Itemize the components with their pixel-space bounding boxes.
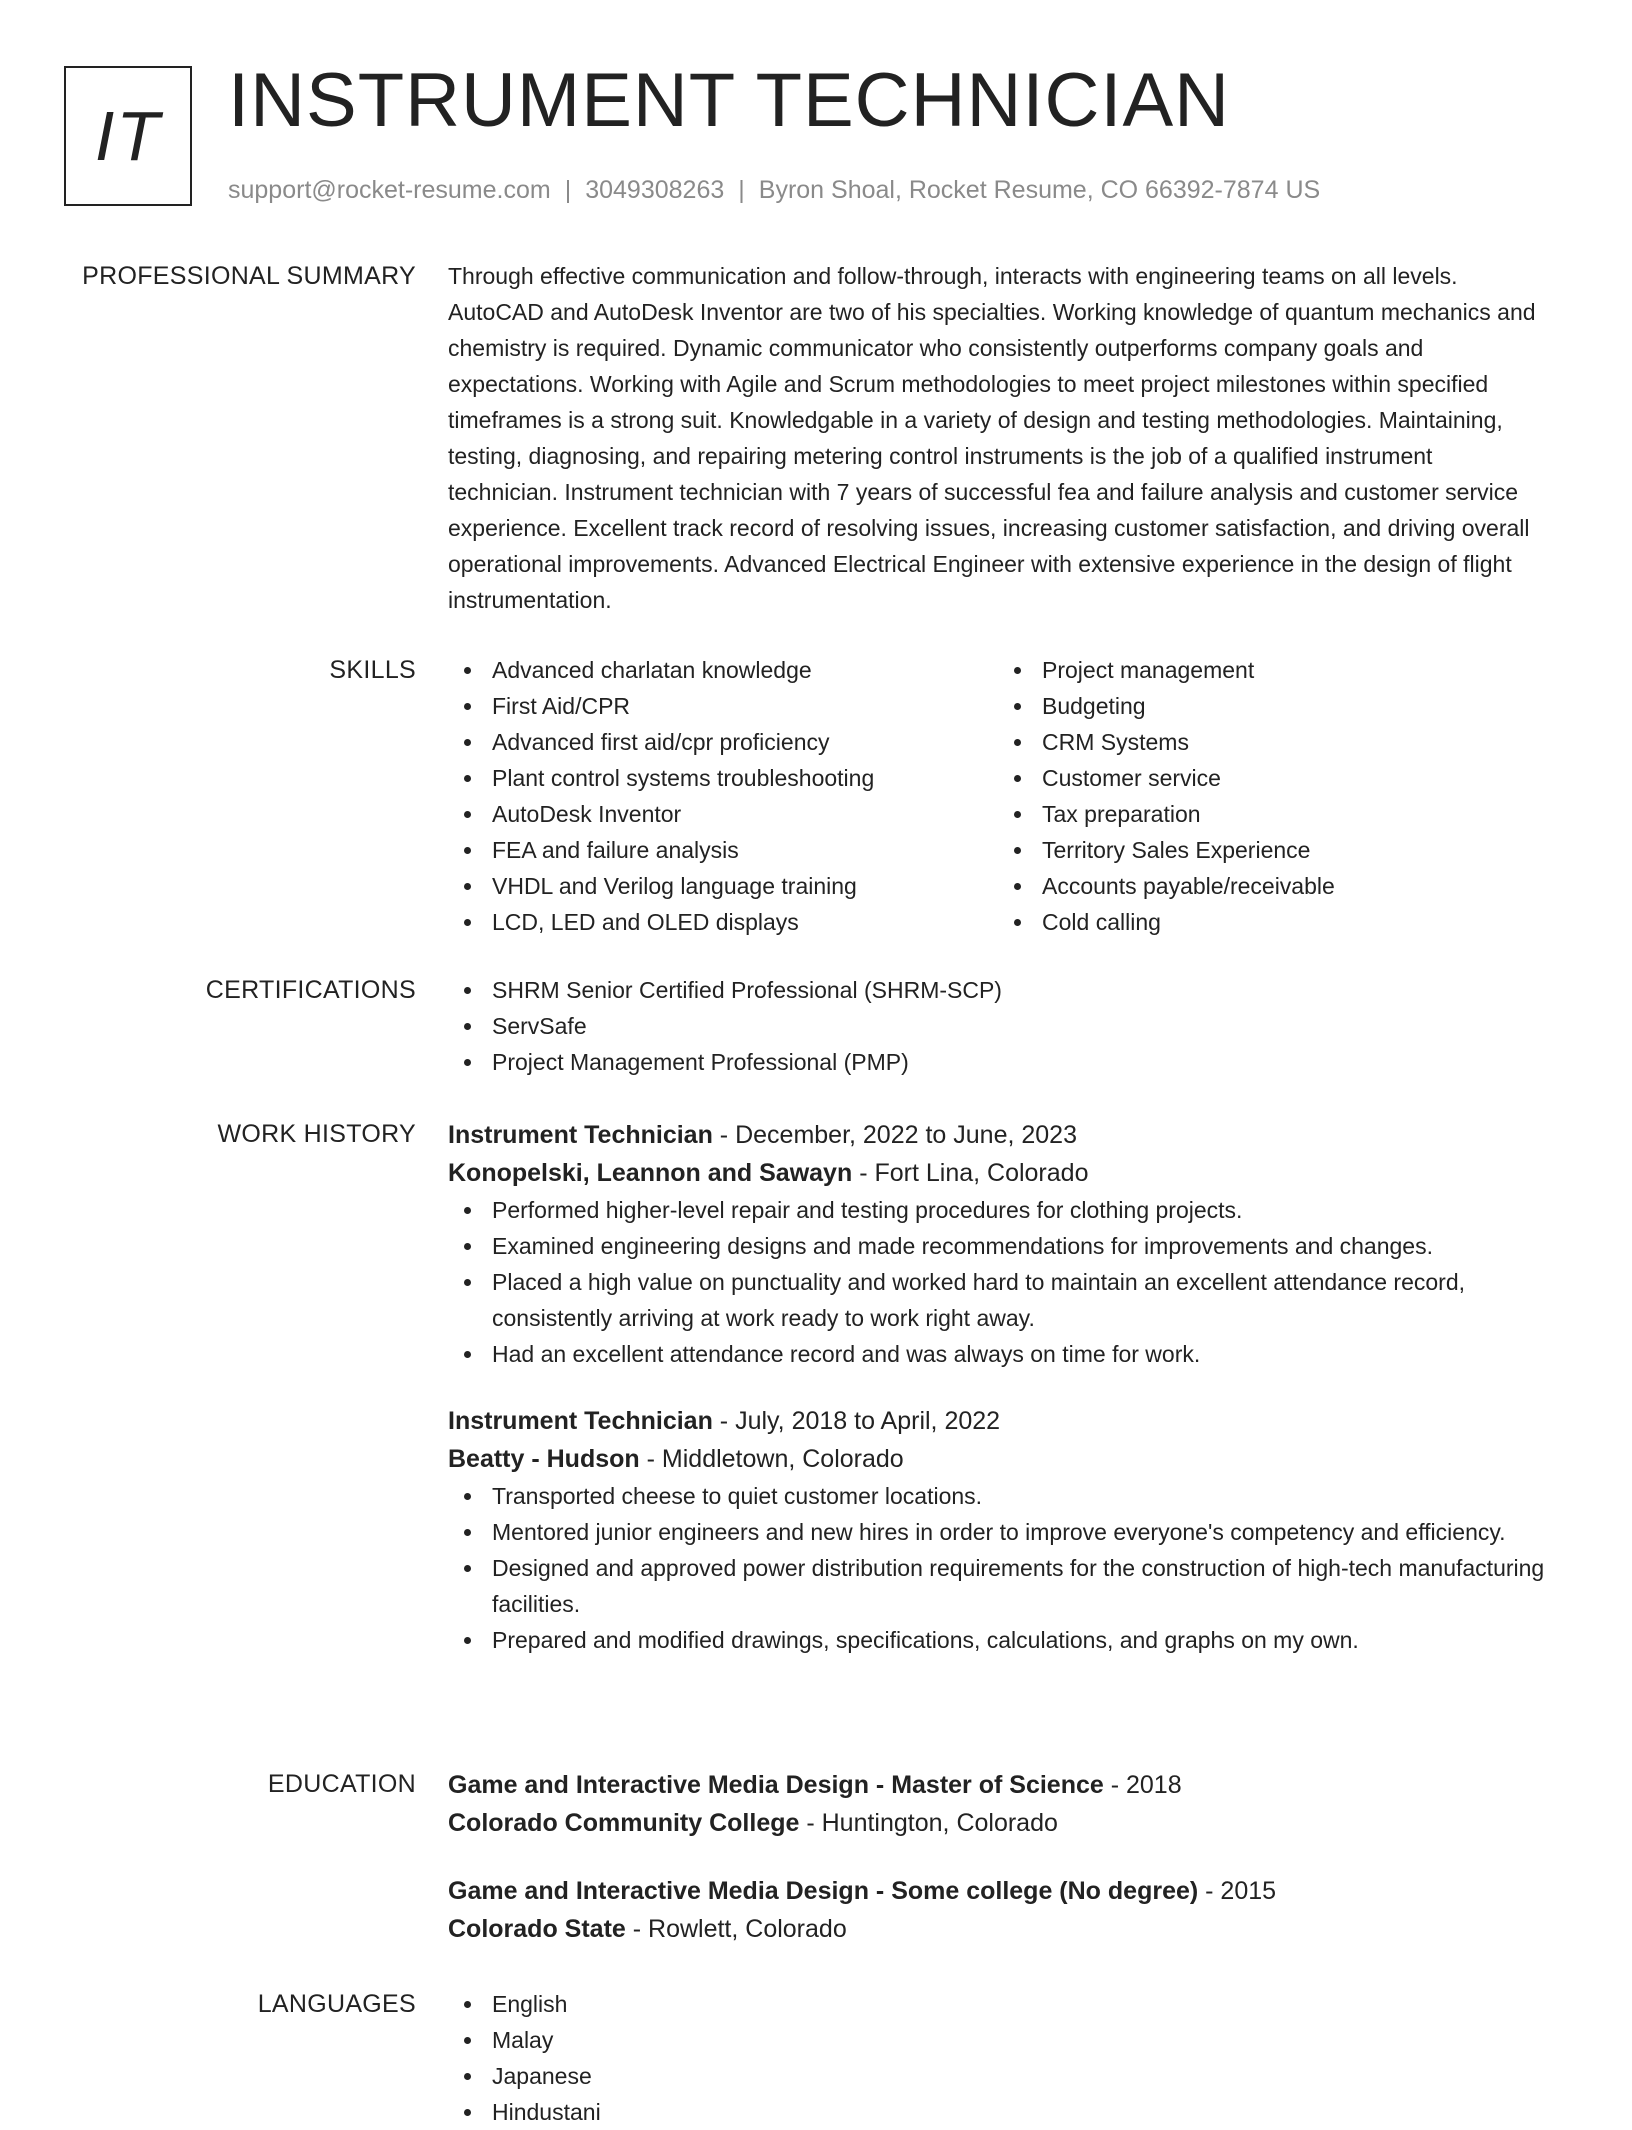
job-company: Beatty - Hudson <box>448 1445 640 1473</box>
job-duty-item: Performed higher-level repair and testing procedures for clothing projects. <box>448 1192 1548 1228</box>
education-school-line <box>448 1804 1548 1842</box>
education-degree: Game and Interactive Media Design - Some college (No degree) <box>448 1877 1199 1905</box>
contact-separator: | <box>738 176 745 204</box>
section-heading-languages: LANGUAGES <box>257 1990 416 2018</box>
skill-item: Cold calling <box>998 904 1548 940</box>
certification-item: SHRM Senior Certified Professional (SHRM-SCP) <box>448 972 1548 1008</box>
job-duty-item: Transported cheese to quiet customer locations. <box>448 1478 1548 1514</box>
job-duty-item: Examined engineering designs and made recommendations for improvements and changes. <box>448 1228 1548 1264</box>
job-duty-item: Had an excellent attendance record and was always on time for work. <box>448 1336 1548 1372</box>
certifications-list <box>448 972 1548 1080</box>
job-title: Instrument Technician <box>448 1121 713 1149</box>
language-item: Malay <box>448 2022 1548 2058</box>
skill-item: Tax preparation <box>998 796 1548 832</box>
skill-item: Territory Sales Experience <box>998 832 1548 868</box>
work-history-body <box>448 1116 1548 1658</box>
language-item: Hindustani <box>448 2094 1548 2130</box>
job-location: - Middletown, Colorado <box>639 1445 904 1473</box>
education-entry <box>448 1766 1548 1842</box>
education-location: - Huntington, Colorado <box>799 1809 1058 1837</box>
contact-separator: | <box>564 176 572 204</box>
job-title-line <box>448 1402 1548 1440</box>
skill-item: Advanced first aid/cpr proficiency <box>448 724 998 760</box>
job-dates: - July, 2018 to April, 2022 <box>712 1407 1001 1435</box>
education-school: Colorado State <box>448 1915 626 1943</box>
education-entry <box>448 1872 1548 1948</box>
education-degree-line <box>448 1766 1548 1804</box>
skill-item: FEA and failure analysis <box>448 832 998 868</box>
job-company-line <box>448 1154 1548 1192</box>
education-body <box>448 1766 1548 1948</box>
contact-line <box>228 174 1320 206</box>
monogram-initials: IT <box>94 97 162 175</box>
education-school: Colorado Community College <box>448 1809 800 1837</box>
section-heading-education: EDUCATION <box>267 1770 416 1798</box>
contact-email[interactable]: support@rocket-resume.com <box>228 176 551 204</box>
language-item: Japanese <box>448 2058 1548 2094</box>
job-entry <box>448 1402 1548 1658</box>
job-dates: - December, 2022 to June, 2023 <box>712 1121 1077 1149</box>
skills-grid <box>448 652 1548 940</box>
job-company-line <box>448 1440 1548 1478</box>
certifications-body <box>448 972 1548 1080</box>
monogram-box <box>64 66 192 206</box>
skill-item: VHDL and Verilog language training <box>448 868 998 904</box>
job-duty-item: Prepared and modified drawings, specifications, calculations, and graphs on my own. <box>448 1622 1548 1658</box>
education-year: - 2018 <box>1103 1771 1182 1799</box>
certification-item: ServSafe <box>448 1008 1548 1044</box>
job-duties-list <box>448 1478 1548 1658</box>
job-title-line <box>448 1116 1548 1154</box>
skill-item: AutoDesk Inventor <box>448 796 998 832</box>
languages-list <box>448 1986 1548 2130</box>
job-location: - Fort Lina, Colorado <box>852 1159 1089 1187</box>
summary-body <box>448 258 1548 618</box>
resume-title: INSTRUMENT TECHNICIAN <box>228 58 1231 143</box>
education-degree: Game and Interactive Media Design - Master of Science <box>448 1771 1104 1799</box>
education-year: - 2015 <box>1198 1877 1277 1905</box>
job-duties-list <box>448 1192 1548 1372</box>
skill-item: Accounts payable/receivable <box>998 868 1548 904</box>
education-location: - Rowlett, Colorado <box>625 1915 847 1943</box>
section-heading-summary: PROFESSIONAL SUMMARY <box>82 262 416 290</box>
skill-item: Plant control systems troubleshooting <box>448 760 998 796</box>
skill-item: Project management <box>998 652 1548 688</box>
contact-address: Byron Shoal, Rocket Resume, CO 66392-7874 US <box>758 176 1321 204</box>
education-school-line <box>448 1910 1548 1948</box>
skill-item: Advanced charlatan knowledge <box>448 652 998 688</box>
section-heading-certifications: CERTIFICATIONS <box>205 976 416 1004</box>
languages-body <box>448 1986 1548 2130</box>
section-heading-skills: SKILLS <box>329 656 416 684</box>
job-company: Konopelski, Leannon and Sawayn <box>448 1159 853 1187</box>
language-item: English <box>448 1986 1548 2022</box>
skill-item: Budgeting <box>998 688 1548 724</box>
job-entry <box>448 1116 1548 1372</box>
skill-item: CRM Systems <box>998 724 1548 760</box>
skill-item: LCD, LED and OLED displays <box>448 904 998 940</box>
skills-list-right <box>998 652 1548 940</box>
skill-item: Customer service <box>998 760 1548 796</box>
contact-phone[interactable]: 3049308263 <box>585 176 725 204</box>
skill-item: First Aid/CPR <box>448 688 998 724</box>
summary-text: Through effective communication and follow-through, interacts with engineering teams on all levels. AutoCAD and AutoDesk Inventor are two of his specialties. Working knowledge of quantum mechanics and chemistry is required. Dynamic communicator who consistently outperforms company goals and expectations. Working with Agile and Scrum methodologies to meet project milestones within specified timeframes is a strong suit. Knowledgable in a variety of design and testing methodologies. Maintaining, testing, diagnosing, and repairing metering control instruments is the job of a qualified instrument technician. Instrument technician with 7 years of successful fea and failure analysis and customer service experience. Excellent track record of resolving issues, increasing customer satisfaction, and driving overall operational improvements. Advanced Electrical Engineer with extensive experience in the design of flight instrumentation. <box>448 263 1536 613</box>
certification-item: Project Management Professional (PMP) <box>448 1044 1548 1080</box>
job-duty-item: Designed and approved power distribution requirements for the construction of high-tech manufacturing facilities. <box>448 1550 1548 1622</box>
job-duty-item: Placed a high value on punctuality and worked hard to maintain an excellent attendance record, consistently arriving at work ready to work right away. <box>448 1264 1548 1336</box>
education-degree-line <box>448 1872 1548 1910</box>
job-duty-item: Mentored junior engineers and new hires in order to improve everyone's competency and efficiency. <box>448 1514 1548 1550</box>
job-title: Instrument Technician <box>448 1407 713 1435</box>
section-heading-work-history: WORK HISTORY <box>217 1120 416 1148</box>
skills-list-left <box>448 652 998 940</box>
